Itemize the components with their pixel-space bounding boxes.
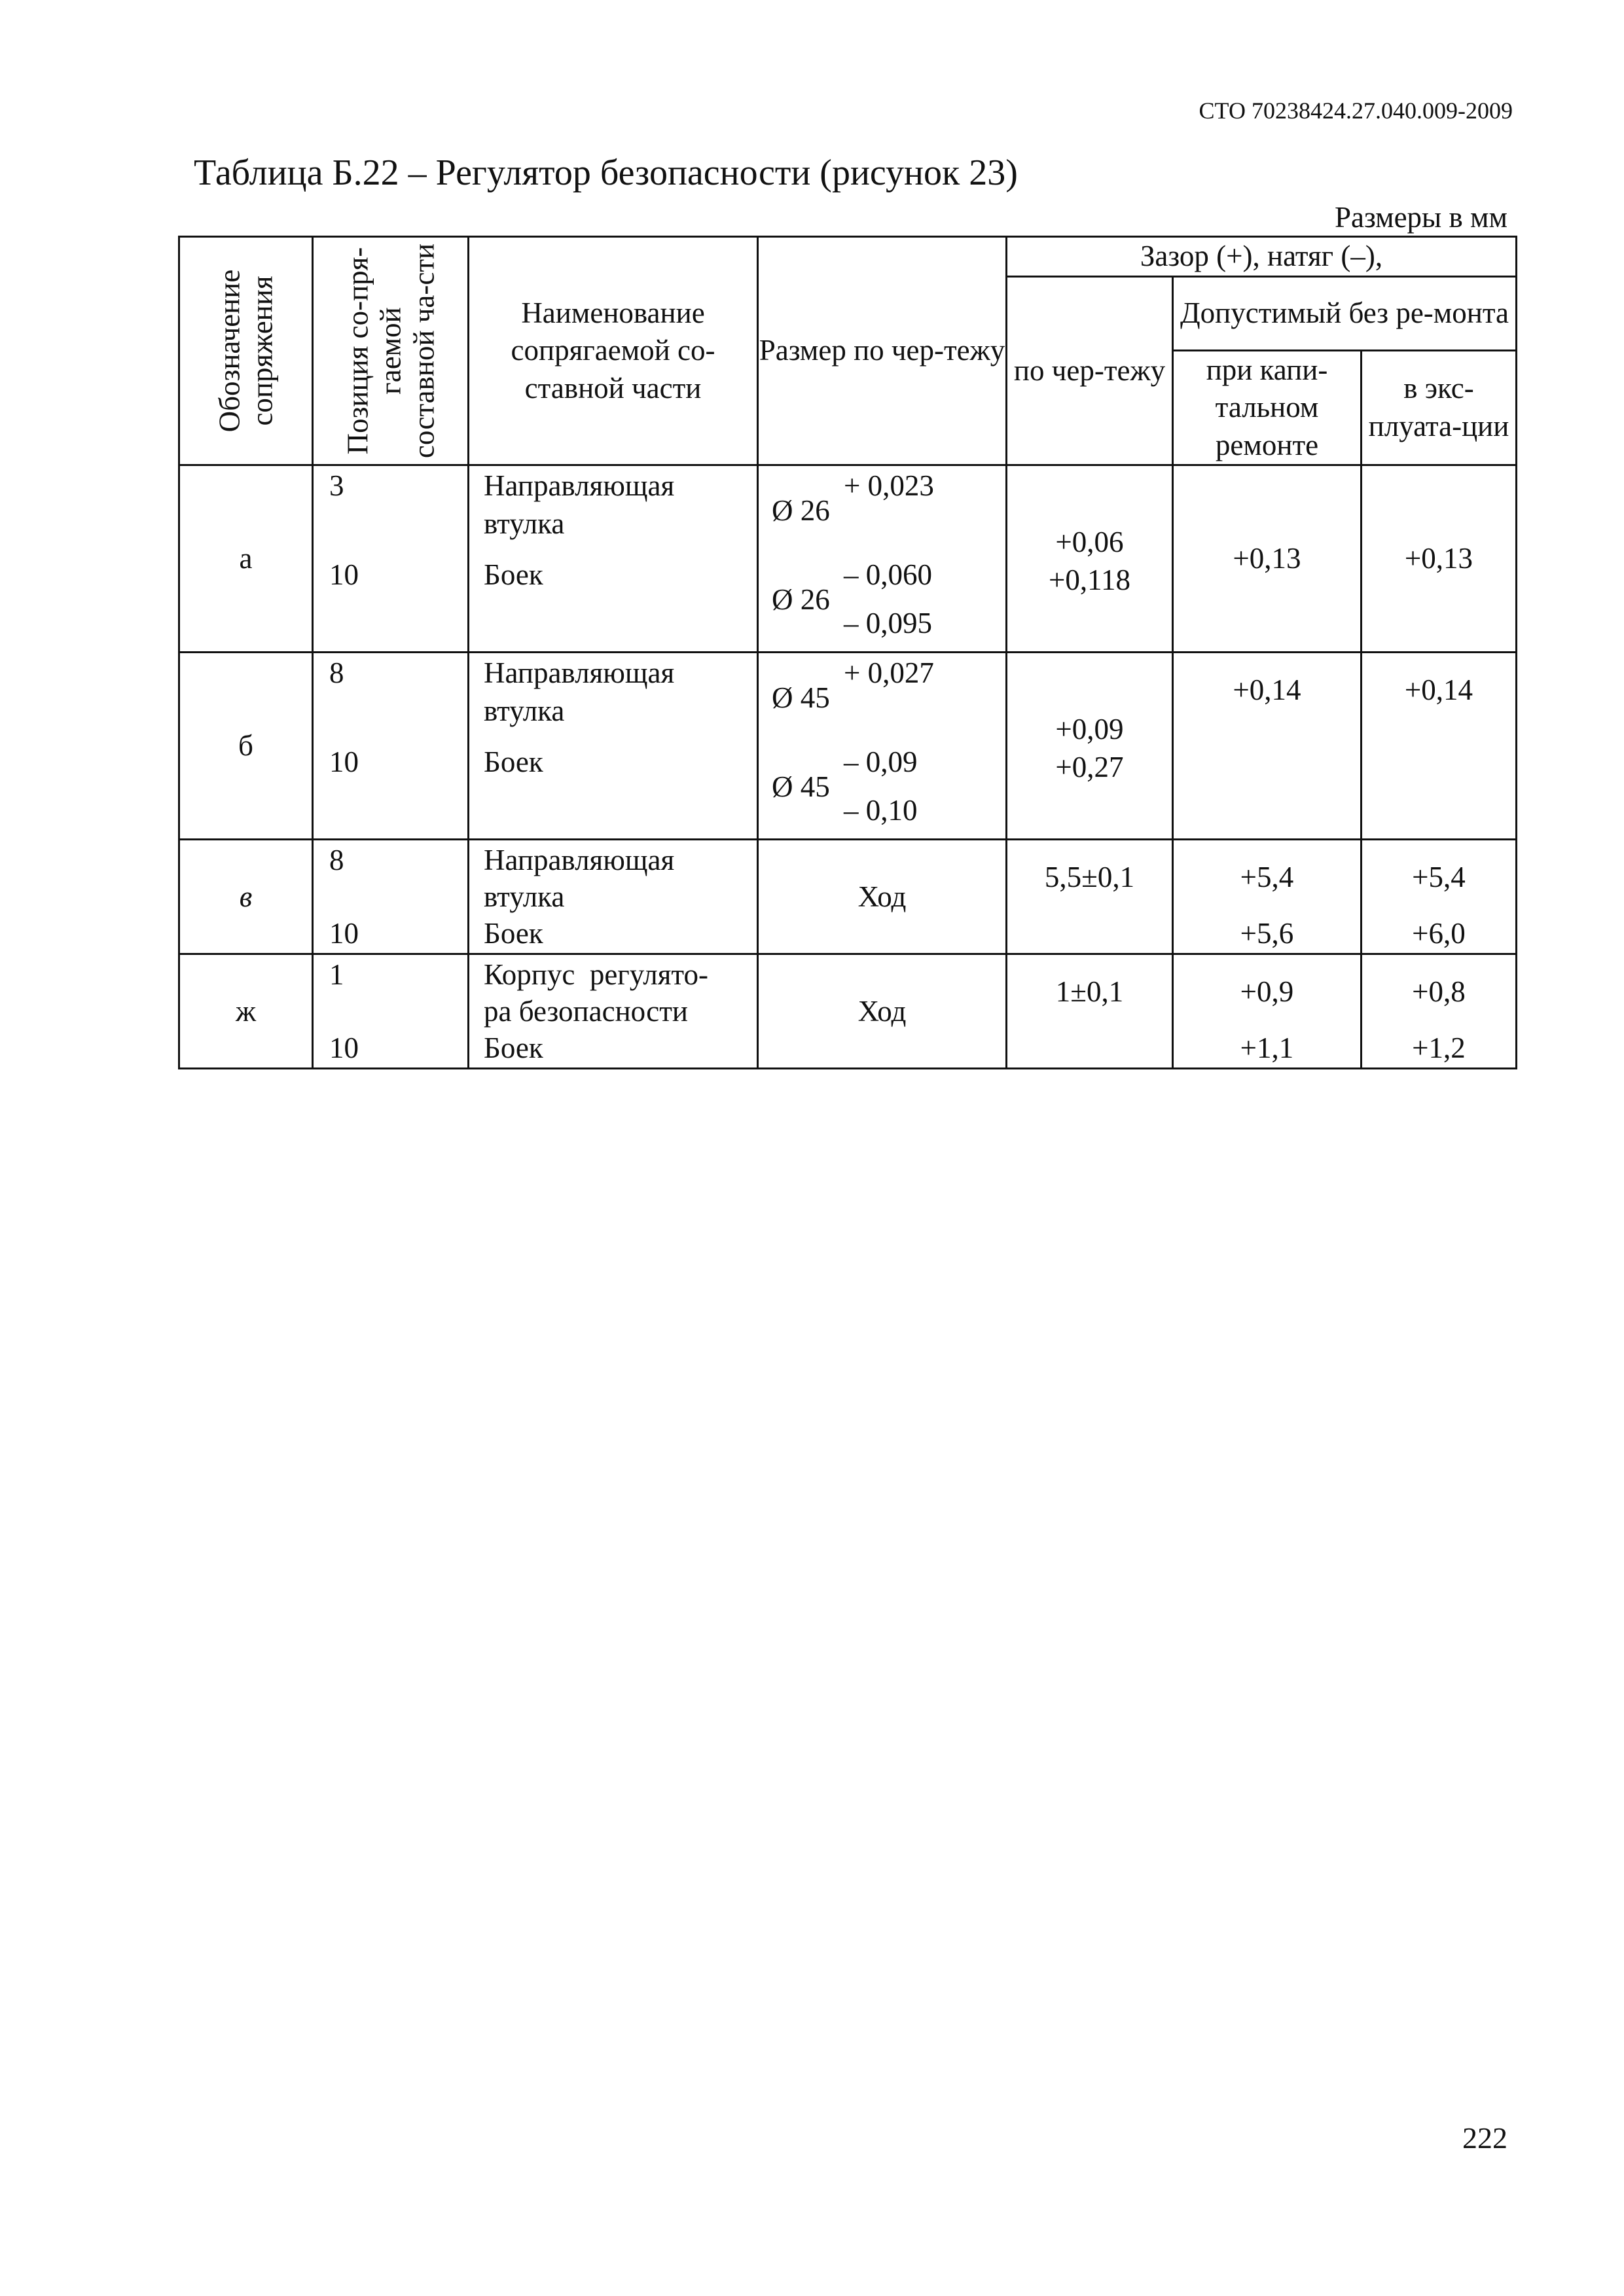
- gap-value: +0,09: [1055, 713, 1124, 746]
- position-value: 8: [329, 656, 344, 690]
- table-title: Таблица Б.22 – Регулятор безопасности (рисунок 23): [194, 152, 1018, 193]
- position-value: 3: [329, 469, 344, 503]
- part-name: Боек: [484, 745, 543, 779]
- overhaul-value: +0,13: [1233, 542, 1301, 575]
- position-value: 10: [329, 558, 359, 592]
- document-code: СТО 70238424.27.040.009-2009: [1199, 98, 1513, 124]
- size-base: Ø 26: [772, 583, 830, 617]
- gap-value: +0,27: [1055, 751, 1124, 784]
- fit-table: [178, 236, 1517, 1069]
- part-name: Боек: [484, 558, 543, 592]
- designation-cell: в: [239, 880, 253, 913]
- size-upper-deviation: + 0,027: [844, 656, 934, 690]
- size-lower-deviation: – 0,095: [844, 607, 932, 640]
- gap-value: 1±0,1: [1055, 975, 1124, 1009]
- part-name: втулка: [484, 694, 565, 728]
- header-operation: в экс-плуата-ции: [1362, 350, 1517, 465]
- size-base: Ø 45: [772, 770, 830, 804]
- size-upper-deviation: – 0,09: [844, 745, 918, 779]
- header-part-name: Наименование сопрягаемой со-ставной части: [469, 237, 758, 465]
- operation-value: +0,8: [1412, 975, 1466, 1009]
- designation-cell: а: [239, 542, 253, 575]
- part-name: Боек: [484, 1031, 543, 1065]
- part-name: Направляющая: [484, 656, 675, 690]
- size-upper-deviation: – 0,060: [844, 558, 932, 592]
- header-gap-drawing: по чер-тежу: [1007, 276, 1173, 465]
- units-note: Размеры в мм: [1334, 201, 1507, 234]
- part-name: ра безопасности: [484, 995, 689, 1028]
- page-number: 222: [1462, 2121, 1507, 2155]
- header-drawing-size: Размер по чер-тежу: [758, 237, 1007, 465]
- overhaul-value: +5,6: [1240, 917, 1294, 950]
- operation-value: +0,13: [1404, 542, 1473, 575]
- table-row: [179, 954, 1517, 1069]
- position-value: 10: [329, 1031, 359, 1065]
- size-stroke: Ход: [857, 994, 907, 1028]
- header-gap: Зазор (+), натяг (–),: [1007, 237, 1517, 277]
- part-name: Корпус регулято-: [484, 958, 708, 992]
- gap-value: 5,5±0,1: [1044, 861, 1135, 894]
- position-value: 10: [329, 745, 359, 779]
- part-name: Боек: [484, 917, 543, 950]
- size-upper-deviation: + 0,023: [844, 469, 934, 503]
- operation-value: +1,2: [1412, 1031, 1466, 1065]
- part-name: втулка: [484, 880, 565, 914]
- part-name: втулка: [484, 507, 565, 541]
- position-value: 1: [329, 958, 344, 992]
- designation-cell: б: [238, 729, 253, 762]
- gap-value: +0,118: [1049, 564, 1130, 597]
- operation-value: +5,4: [1412, 861, 1466, 894]
- operation-value: +0,14: [1404, 673, 1473, 707]
- size-lower-deviation: – 0,10: [844, 794, 918, 827]
- designation-cell: ж: [235, 994, 257, 1028]
- overhaul-value: +0,9: [1240, 975, 1294, 1009]
- table-row: [179, 465, 1517, 653]
- size-base: Ø 45: [772, 681, 830, 715]
- table-row: [179, 653, 1517, 840]
- header-overhaul: при капи-тальном ремонте: [1173, 350, 1362, 465]
- part-name: Направляющая: [484, 844, 675, 877]
- gap-value: +0,06: [1055, 526, 1124, 559]
- position-value: 10: [329, 917, 359, 950]
- header-allowed: Допустимый без ре-монта: [1173, 276, 1517, 350]
- table-row: [179, 840, 1517, 954]
- overhaul-value: +1,1: [1240, 1031, 1294, 1065]
- header-designation: Обозначение сопряжения: [179, 237, 313, 465]
- overhaul-value: +0,14: [1233, 673, 1301, 707]
- position-value: 8: [329, 844, 344, 877]
- part-name: Направляющая: [484, 469, 675, 503]
- overhaul-value: +5,4: [1240, 861, 1294, 894]
- size-stroke: Ход: [857, 880, 907, 913]
- header-position: Позиция со-прягаемой составной ча-сти: [313, 237, 469, 465]
- operation-value: +6,0: [1412, 917, 1466, 950]
- size-base: Ø 26: [772, 494, 830, 528]
